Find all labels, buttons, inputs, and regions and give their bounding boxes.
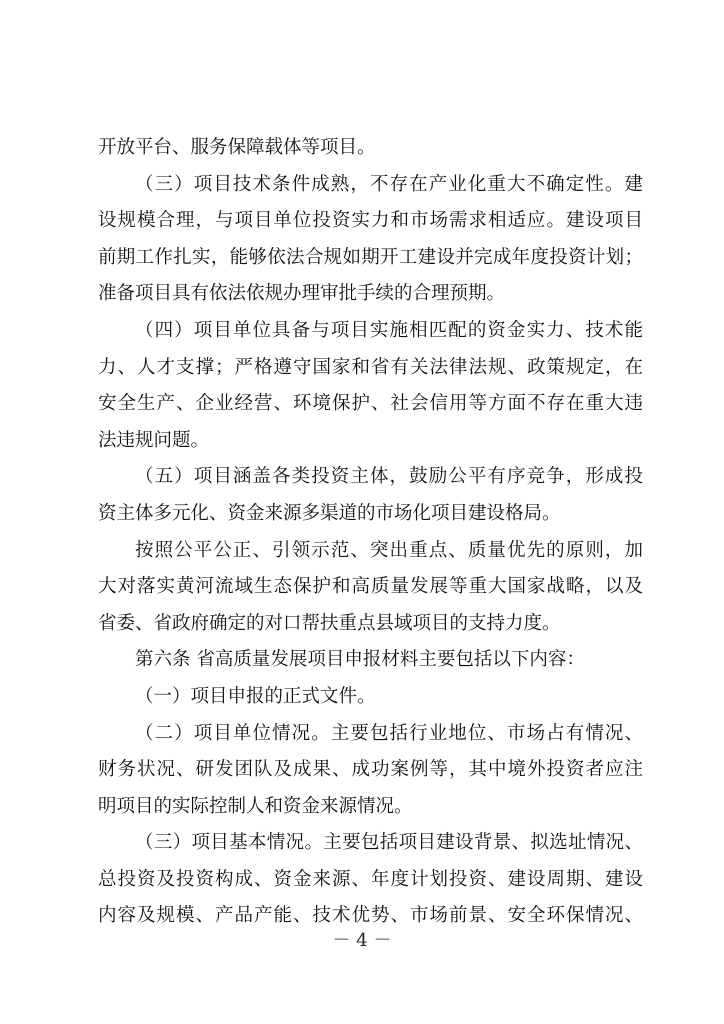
text-line: 内容及规模、产品产能、技术优势、市场前景、安全环保情况、 (98, 905, 643, 927)
text-line: （三）项目技术条件成熟，不存在产业化重大不确定性。建 (135, 173, 643, 195)
text-line: 准备项目具有依法依规办理审批手续的合理预期。 (98, 283, 506, 305)
text-line: （五）项目涵盖各类投资主体，鼓励公平有序竞争，形成投 (135, 466, 643, 488)
text-line: 设规模合理，与项目单位投资实力和市场需求相适应。建设项目 (98, 210, 643, 232)
text-line: （一）项目申报的正式文件。 (135, 685, 376, 707)
text-line: 法违规问题。 (98, 429, 210, 451)
text-line: 按照公平公正、引领示范、突出重点、质量优先的原则，加 (135, 539, 643, 561)
text-line: 财务状况、研发团队及成果、成功案例等，其中境外投资者应注 (98, 759, 643, 781)
text-line: 开放平台、服务保障载体等项目。 (98, 137, 376, 158)
text-line: （三）项目基本情况。主要包括项目建设背景、拟选址情况、 (135, 832, 643, 854)
text-line: 第六条 省高质量发展项目申报材料主要包括以下内容： (135, 649, 585, 671)
text-line: 明项目的实际控制人和资金来源情况。 (98, 795, 413, 817)
document-body (98, 130, 643, 935)
text-line: 资主体多元化、资金来源多渠道的市场化项目建设格局。 (98, 502, 561, 524)
text-line: （二）项目单位情况。主要包括行业地位、市场占有情况、 (135, 722, 643, 744)
text-line: （四）项目单位具备与项目实施相匹配的资金实力、技术能 (135, 319, 643, 341)
text-line: 省委、省政府确定的对口帮扶重点县域项目的支持力度。 (98, 612, 561, 634)
text-line: 总投资及投资构成、资金来源、年度计划投资、建设周期、建设 (98, 868, 643, 890)
text-line: 安全生产、企业经营、环境保护、社会信用等方面不存在重大违 (98, 393, 643, 415)
text-line: 大对落实黄河流域生态保护和高质量发展等重大国家战略，以及 (98, 576, 643, 598)
text-line: 前期工作扎实，能够依法合规如期开工建设并完成年度投资计划； (98, 246, 643, 268)
page-number: － 4 － (332, 930, 392, 951)
text-line: 力、人才支撑；严格遵守国家和省有关法律法规、政策规定，在 (98, 356, 643, 378)
